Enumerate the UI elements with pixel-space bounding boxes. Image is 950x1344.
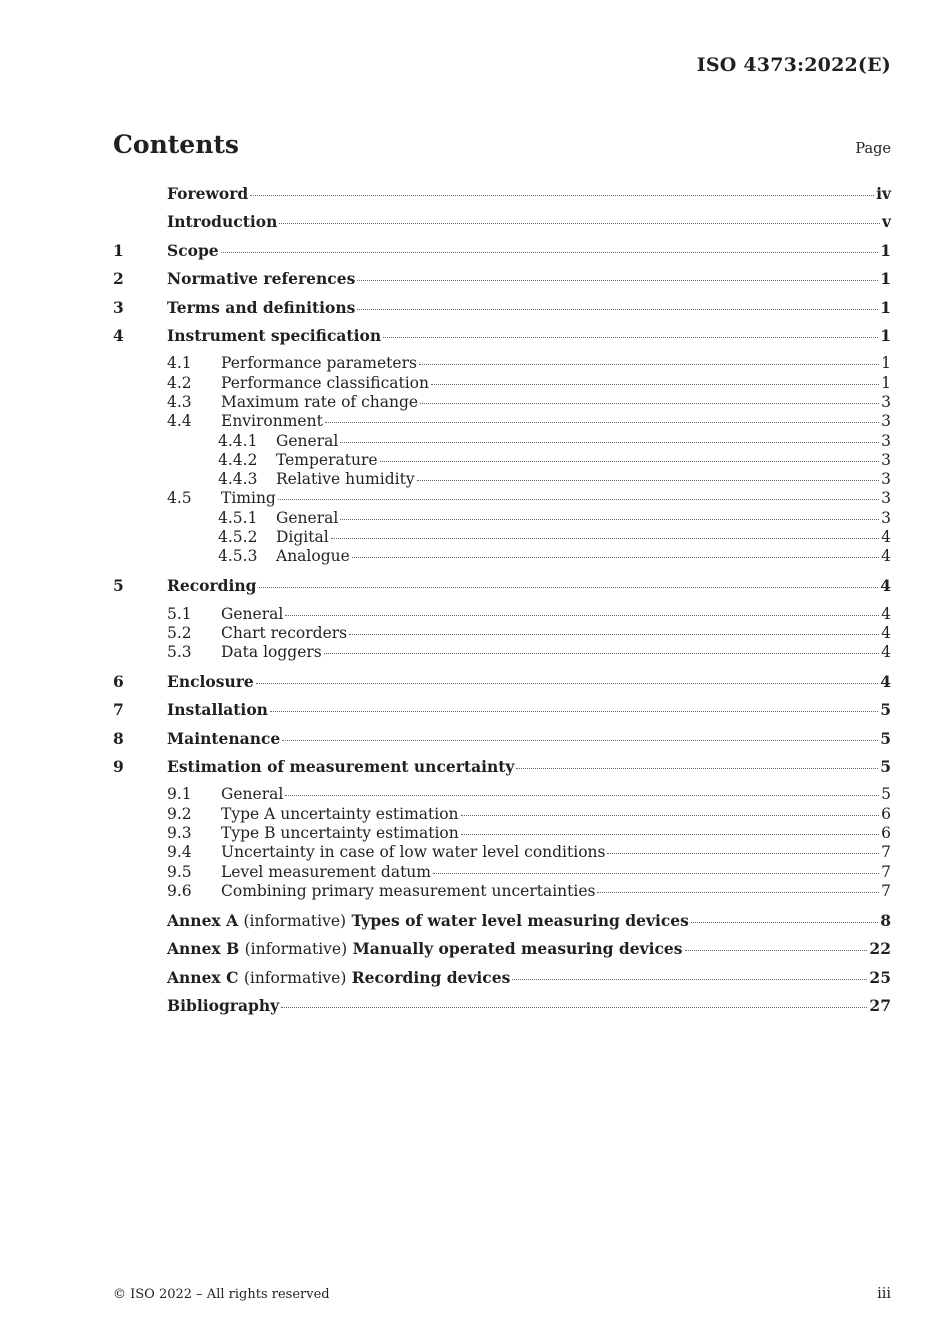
toc-entry-title: Estimation of measurement uncertainty	[167, 757, 515, 777]
toc-entry-title: Type B uncertainty estimation	[221, 824, 459, 843]
toc-entry-title: Chart recorders	[221, 623, 348, 642]
toc-entry-number: 5	[113, 576, 124, 596]
annex-type: (informative)	[243, 911, 347, 930]
toc-entry-page: 4	[880, 576, 891, 596]
toc-entry[interactable]	[113, 412, 891, 431]
contents-heading: Contents	[113, 130, 240, 159]
toc-entry[interactable]	[113, 729, 891, 757]
dot-leader	[357, 280, 878, 281]
toc-entry-number: 8	[113, 728, 124, 748]
dot-leader	[383, 337, 878, 338]
toc-entry-page: 5	[881, 785, 891, 804]
toc-entry-title: Recording	[167, 576, 257, 596]
toc-entry-page: 1	[880, 325, 891, 345]
toc-entry-page: 5	[880, 700, 891, 720]
dot-leader	[431, 384, 879, 385]
toc-entry-number: 9.4	[167, 843, 192, 862]
toc-entry-title: General	[221, 785, 284, 804]
dot-leader	[516, 768, 878, 769]
toc-entry-title: Normative references	[167, 269, 356, 289]
toc-entry-number: 9.2	[167, 804, 192, 823]
dot-leader	[279, 223, 880, 224]
toc-entry-page: 4	[881, 604, 891, 623]
toc-entry-page: 8	[880, 910, 891, 930]
toc-entry-title: Level measurement datum	[221, 862, 431, 881]
toc-entry[interactable]	[113, 393, 891, 412]
annex-label: Annex A	[167, 910, 239, 930]
toc-entry-title: Analogue	[276, 547, 350, 566]
toc-entry-title: Foreword	[167, 184, 249, 203]
toc-entry[interactable]	[113, 605, 891, 624]
dot-leader	[340, 442, 879, 443]
toc-entry-page: 1	[881, 354, 891, 373]
toc-entry[interactable]	[113, 757, 891, 785]
dot-leader	[259, 587, 879, 588]
dot-leader	[352, 557, 879, 558]
toc-entry-page: 25	[869, 967, 891, 987]
annex-type: (informative)	[244, 940, 348, 959]
dot-leader	[270, 711, 878, 712]
toc-entry-title: Instrument specification	[167, 325, 382, 345]
dot-leader	[278, 499, 879, 500]
dot-leader	[597, 892, 879, 893]
dot-leader	[349, 634, 879, 635]
toc-entry-title	[167, 968, 510, 987]
toc-entry-number: 2	[113, 269, 124, 289]
toc-entry-page: 4	[880, 671, 891, 691]
toc-entry-page: 3	[881, 392, 891, 411]
toc-entry-page: 6	[881, 804, 891, 823]
toc-entry-number: 9.6	[167, 881, 192, 900]
toc-entry-number: 7	[113, 700, 124, 720]
toc-entry-page: 3	[881, 431, 891, 450]
dot-leader	[281, 1007, 867, 1008]
dot-leader	[340, 519, 879, 520]
toc-entry-page: 1	[880, 297, 891, 317]
toc-entry-title: Environment	[221, 412, 323, 431]
toc-entry-number: 4.5.2	[218, 528, 258, 547]
toc-entry-number: 4.1	[167, 354, 192, 373]
dot-leader	[250, 195, 874, 196]
toc-entry-number: 9.1	[167, 785, 192, 804]
toc-entry-title: General	[276, 508, 339, 527]
toc-entry-number: 6	[113, 671, 124, 691]
dot-leader	[419, 364, 879, 365]
toc-entry-title: Maintenance	[167, 728, 281, 748]
toc-entry[interactable]	[113, 911, 891, 939]
toc-entry-title: Relative humidity	[276, 470, 415, 489]
toc-entry-title: Maximum rate of change	[221, 392, 419, 411]
toc-entry-number: 4.4	[167, 412, 192, 431]
toc-entry-page: 1	[880, 269, 891, 289]
footer-page-number: iii	[877, 1286, 891, 1302]
toc-entry-page: 1	[880, 240, 891, 260]
toc-entry[interactable]	[113, 547, 891, 566]
standard-reference: ISO 4373:2022(E)	[696, 54, 891, 76]
dot-leader	[380, 461, 880, 462]
toc-entry-page: 27	[869, 995, 891, 1015]
toc-entry[interactable]	[113, 184, 891, 212]
toc-entry-number: 4.3	[167, 392, 192, 411]
toc-entry[interactable]	[113, 212, 891, 240]
toc-entry-title: Timing	[221, 489, 276, 508]
toc-entry-title: Digital	[276, 528, 329, 547]
toc-entry[interactable]	[113, 700, 891, 728]
dot-leader	[607, 853, 879, 854]
toc-entry-number: 3	[113, 297, 124, 317]
toc-entry-title	[167, 939, 683, 958]
dot-leader	[285, 615, 879, 616]
annex-label: Annex B	[167, 939, 240, 959]
toc-entry-number: 4.5	[167, 489, 192, 508]
toc-entry-page: 3	[881, 450, 891, 469]
annex-title: Types of water level measuring devices	[351, 910, 689, 930]
table-of-contents	[113, 184, 891, 1024]
toc-entry-number: 4.4.1	[218, 431, 258, 450]
toc-entry[interactable]	[113, 843, 891, 862]
toc-entry-number: 5.1	[167, 604, 192, 623]
toc-entry[interactable]	[113, 470, 891, 489]
toc-entry-title: Data loggers	[221, 643, 322, 662]
dot-leader	[433, 873, 879, 874]
toc-entry-page: 6	[881, 824, 891, 843]
toc-entry[interactable]	[113, 672, 891, 700]
toc-entry-title: Introduction	[167, 212, 278, 232]
toc-entry-number: 4.4.2	[218, 450, 258, 469]
dot-leader	[282, 740, 878, 741]
dot-leader	[420, 403, 879, 404]
dot-leader	[324, 653, 879, 654]
toc-entry[interactable]	[113, 939, 891, 967]
toc-entry-page: 4	[881, 623, 891, 642]
toc-entry-page: 7	[881, 862, 891, 881]
toc-entry-title	[167, 911, 689, 930]
toc-entry-number: 4.4.3	[218, 470, 258, 489]
toc-entry-number: 4.5.3	[218, 547, 258, 566]
toc-entry[interactable]	[113, 785, 891, 804]
toc-entry-number: 5.2	[167, 623, 192, 642]
dot-leader	[461, 834, 879, 835]
toc-entry-page: 22	[869, 939, 891, 959]
toc-entry-title: Performance parameters	[221, 354, 417, 373]
dot-leader	[417, 480, 880, 481]
toc-entry-title: Scope	[167, 240, 219, 260]
toc-entry[interactable]	[113, 882, 891, 901]
toc-entry-title: Uncertainty in case of low water level conditions	[221, 843, 606, 862]
toc-entry[interactable]	[113, 451, 891, 470]
toc-entry-number: 4.5.1	[218, 508, 258, 527]
toc-entry-page: iv	[876, 184, 891, 203]
toc-entry-page: 1	[881, 373, 891, 392]
toc-entry[interactable]	[113, 576, 891, 604]
toc-entry[interactable]	[113, 269, 891, 297]
dot-leader	[331, 538, 879, 539]
toc-entry[interactable]	[113, 509, 891, 528]
toc-entry-number: 4.2	[167, 373, 192, 392]
toc-entry[interactable]	[113, 432, 891, 451]
annex-title: Recording devices	[351, 967, 511, 987]
toc-entry[interactable]	[113, 326, 891, 354]
toc-entry-page: 4	[881, 643, 891, 662]
toc-entry-page: 4	[881, 547, 891, 566]
dot-leader	[256, 683, 878, 684]
toc-entry-title: General	[276, 431, 339, 450]
dot-leader	[691, 922, 878, 923]
dot-leader	[221, 252, 879, 253]
toc-entry[interactable]	[113, 863, 891, 882]
toc-entry-number: 9.5	[167, 862, 192, 881]
toc-entry-number: 4	[113, 325, 124, 345]
toc-entry-number: 1	[113, 240, 124, 260]
dot-leader	[357, 309, 878, 310]
toc-entry-page: 3	[881, 489, 891, 508]
toc-entry-title: Terms and definitions	[167, 297, 356, 317]
toc-entry[interactable]	[113, 643, 891, 662]
toc-entry-page: 3	[881, 508, 891, 527]
toc-entry-title: Combining primary measurement uncertainties	[221, 881, 596, 900]
toc-entry-page: 3	[881, 470, 891, 489]
toc-entry-title: General	[221, 604, 284, 623]
toc-entry[interactable]	[113, 374, 891, 393]
toc-entry[interactable]	[113, 968, 891, 996]
toc-entry-title: Temperature	[276, 450, 378, 469]
toc-entry[interactable]	[113, 298, 891, 326]
toc-entry-page: 5	[880, 728, 891, 748]
toc-entry-number: 9.3	[167, 824, 192, 843]
toc-entry[interactable]	[113, 528, 891, 547]
toc-entry-page: 5	[880, 757, 891, 777]
dot-leader	[512, 979, 867, 980]
toc-entry-title: Performance classification	[221, 373, 430, 392]
toc-entry[interactable]	[113, 805, 891, 824]
toc-entry-title: Installation	[167, 700, 268, 720]
toc-entry-page: 7	[881, 881, 891, 900]
toc-entry-page: 4	[881, 528, 891, 547]
annex-title: Manually operated measuring devices	[352, 939, 683, 959]
toc-entry-page: 3	[881, 412, 891, 431]
toc-entry-title: Type A uncertainty estimation	[221, 804, 459, 823]
toc-entry[interactable]	[113, 241, 891, 269]
page-column-label: Page	[855, 141, 891, 157]
annex-label: Annex C	[167, 967, 239, 987]
annex-type: (informative)	[243, 968, 347, 987]
dot-leader	[325, 422, 879, 423]
toc-entry-title: Bibliography	[167, 995, 280, 1015]
toc-entry[interactable]	[113, 996, 891, 1024]
toc-entry-page: 7	[881, 843, 891, 862]
toc-entry-number: 9	[113, 757, 124, 777]
dot-leader	[685, 950, 868, 951]
toc-entry[interactable]	[113, 489, 891, 508]
copyright-notice: © ISO 2022 – All rights reserved	[113, 1287, 330, 1302]
dot-leader	[461, 815, 880, 816]
toc-entry[interactable]	[113, 354, 891, 373]
toc-entry-title: Enclosure	[167, 671, 254, 691]
toc-entry-number: 5.3	[167, 643, 192, 662]
toc-entry-page: v	[881, 212, 891, 232]
toc-entry[interactable]	[113, 624, 891, 643]
dot-leader	[285, 795, 879, 796]
toc-entry[interactable]	[113, 824, 891, 843]
